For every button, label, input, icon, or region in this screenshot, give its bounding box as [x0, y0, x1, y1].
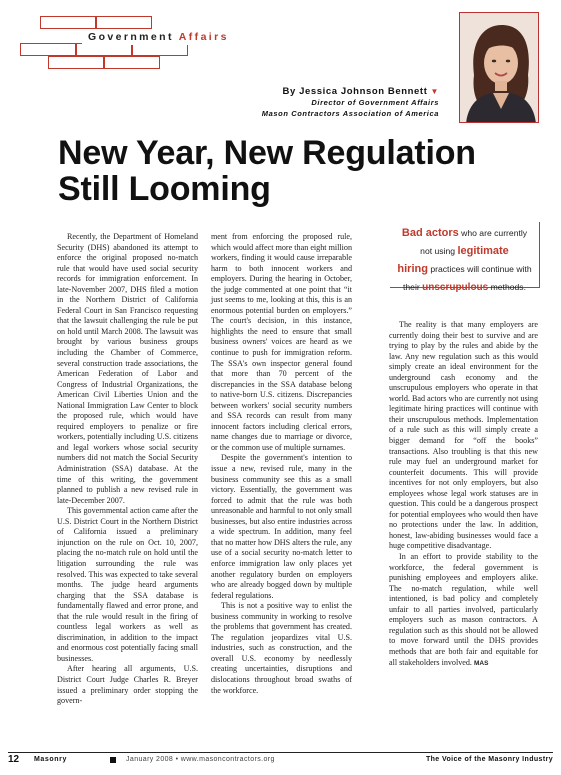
arrow-down-icon: ▼ — [430, 87, 439, 96]
paragraph: ment from enforcing the proposed rule, which would affect more than eight million workers, finding it would cause irreparable harm to both innocent workers and employers. During the hearing in October, the judge commented at one point that “it just seems to me, looking at this, this is an enormous potential burden on employers.” The court's decision, in this instance, highlights the need to ensure that small business owners' voices are heard as we continue to push for immigration reform. The SSA's own inspector general found that more than 70 percent of the discrepancies in the SSA database belong to native-born U.S. citizens. Discrepancies between workers' social security numbers and SSA records can result from many innocent factors including clerical errors, name changes due to marriage or divorce, or the common use of multiple surnames. — [211, 232, 352, 452]
pull-quote-text: practices will continue with — [427, 264, 532, 274]
pull-quote-highlight: legitimate — [457, 245, 509, 257]
paragraph — [389, 552, 538, 669]
paragraph: Despite the government's intention to issue a new, revised rule, many in the business community see this as a small victory. Essentially, the government was forced to admit that the rule was both unreasonable and harmful to not only small businesses, but also entire industries across a wide spectrum. In addition, many feel that no matter how DHS alters the rule, any use of a social security no-match letter to enforce immigration law only places yet another regulatory burden on employers who are already bogged down by multiple federal regulations. — [211, 453, 352, 600]
author-photo — [459, 12, 539, 123]
page-number: 12 — [8, 754, 20, 765]
pull-quote-highlight: unscrupulous — [422, 282, 489, 293]
brick — [40, 16, 96, 29]
square-bullet-icon — [110, 757, 116, 763]
pull-quote-text: methods. — [488, 282, 526, 292]
paragraph: The reality is that many employers are currently doing their best to survive and are trying to play by the rules and abide by the law. Any new regulation such as this would simply create an ideal environment for the underground cash economy and the unscrupulous employers who operate in that world. Bad actors who are currently not using legitimate hiring practices will continue with their unscrupulous methods. Implementation of a rule such as this will simply create a bigger demand for “off the books” transactions. Also troubling is that this new rule may fuel an underground market for counterfeit documents. This will provide incentives for not only employers, but also employees whose legal work statuses are in question. This could be a dangerous prospect for potential employees who would then have no protections under the law. In addition, honest, law-abiding businesses would face a huge competitive disadvantage. — [389, 320, 538, 551]
pull-quote-highlight: hiring — [397, 263, 428, 275]
author-name: By Jessica Johnson Bennett — [282, 86, 428, 97]
end-mark: MAS — [473, 659, 489, 667]
byline — [262, 86, 439, 119]
paragraph: This governmental action came after the U.S. District Court in the Northern District of California issued a preliminary injunction on the rule on Oct. 10, 2007, placing the no-match rule on hold until the litigation surrounding the rule was resolved. This was expected to take several months. The judge heard arguments charging that the SSA database is fundamentally flawed and error prone, and that the rule would result in the firing of countless legal workers as well as discrimination, in addition to the impact and enormous cost potentially facing small businesses. — [57, 506, 198, 663]
section-label — [82, 30, 254, 45]
pull-quote-text: not using — [420, 246, 458, 256]
magazine-name: Masonry — [34, 756, 67, 763]
paragraph: This is not a positive way to enlist the business community in working to resolve the problems that government has created. The regulation jeopardizes vital U.S. industries, such as construction, and the overall U.S. economy by needlessly creating uncertainties, disruptions and dislocations throughout broad swaths of the workforce. — [211, 601, 352, 695]
article-column-1 — [57, 232, 198, 707]
pull-quote-text: their — [403, 282, 423, 292]
section-label-word1: Government — [88, 31, 174, 43]
pull-quote — [390, 222, 540, 293]
headline — [58, 135, 478, 207]
magazine-tagline: The Voice of the Masonry Industry — [425, 756, 553, 763]
author-org: Mason Contractors Association of America — [261, 109, 439, 118]
issue-date-url: January 2008 • www.masoncontractors.org — [126, 756, 275, 763]
paragraph-text: In an effort to provide stability to the workforce, the federal government is punishing employees and employers alike. The no-match regulation, while well intentioned, is bad policy and completely unfair to all parties involved, particularly employers such as mason contractors. A regulation such as this should not be allowed to move forward until the DHS provides methods that are both fair and equitable for all stakeholders involved. — [389, 552, 538, 667]
headline-line1: New Year, New Regulation — [58, 134, 476, 172]
portrait-image — [460, 13, 539, 123]
paragraph: Recently, the Department of Homeland Security (DHS) abandoned its attempt to enforce the original proposed no-match rule that would have used social security records for immigration enforcement. In late-November 2007, DHS filed a motion in the Northern District of California Federal Court in San Francisco requesting that the lawsuit challenging the rule be put on hold until March 2008. The lawsuit was brought by various business groups including the Chamber of Commerce, several construction trade associations, the American Federation of Labor and Congress of Industrial Organizations, the American Civil Liberties Union and the National Immigration Law Center to block the proposed rule, which would have required employers to penalize or fire workers, potentially including U.S. citizens and legal workers whose social security numbers did not match the Social Security Administration (SSA) database. At the time of this writing, the government planned to publish a new revised rule in late-December 2007. — [57, 232, 198, 505]
article-column-3 — [389, 320, 538, 669]
brick — [96, 16, 152, 29]
pull-quote-text: who are currently — [458, 228, 528, 238]
author-title: Director of Government Affairs — [311, 98, 439, 107]
article-column-2 — [211, 232, 352, 696]
brick — [20, 43, 76, 56]
pull-quote-highlight: Bad actors — [401, 227, 459, 239]
section-label-word2: Affairs — [178, 31, 229, 43]
brick — [48, 56, 104, 69]
paragraph: After hearing all arguments, U.S. District Court Judge Charles R. Breyer issued a preliminary order stopping the govern- — [57, 664, 198, 706]
headline-line2: Still Looming — [58, 170, 271, 208]
page-footer — [8, 752, 553, 767]
brick — [104, 56, 160, 69]
